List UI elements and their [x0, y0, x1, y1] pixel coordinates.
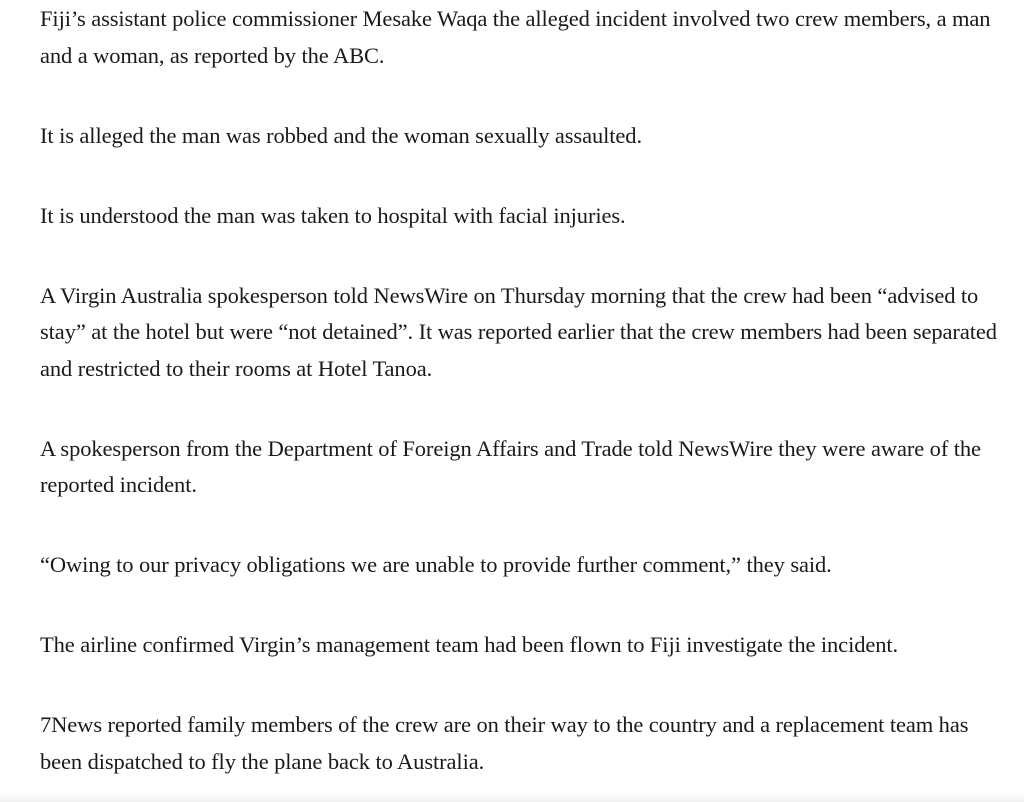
- article-paragraph: Fiji’s assistant police commissioner Mesake Waqa the alleged incident involved two crew members, a man and a woman, as reported by the ABC.: [40, 6, 991, 68]
- article-paragraph: It is understood the man was taken to hospital with facial injuries.: [40, 202, 626, 228]
- article-paragraph: It is alleged the man was robbed and the woman sexually assaulted.: [40, 122, 642, 148]
- article-body: [40, 0, 1015, 780]
- page-bottom-edge: [0, 792, 1024, 802]
- article-paragraph: “Owing to our privacy obligations we are unable to provide further comment,” they said.: [40, 552, 832, 577]
- article-paragraph: A Virgin Australia spokesperson told NewsWire on Thursday morning that the crew had been “advised to stay” at the hotel but were “not detained”. It was reported earlier that the crew members had been separated and restricted to their rooms at Hotel Tanoa.: [40, 282, 997, 381]
- article-paragraph: 7News reported family members of the crew are on their way to the country and a replacement team has been dispatched to fly the plane back to Australia.: [40, 712, 969, 774]
- article-paragraph: The airline confirmed Virgin’s management team had been flown to Fiji investigate the incident.: [40, 632, 899, 657]
- article-paragraph: A spokesperson from the Department of Foreign Affairs and Trade told NewsWire they were aware of the reported incident.: [40, 435, 981, 497]
